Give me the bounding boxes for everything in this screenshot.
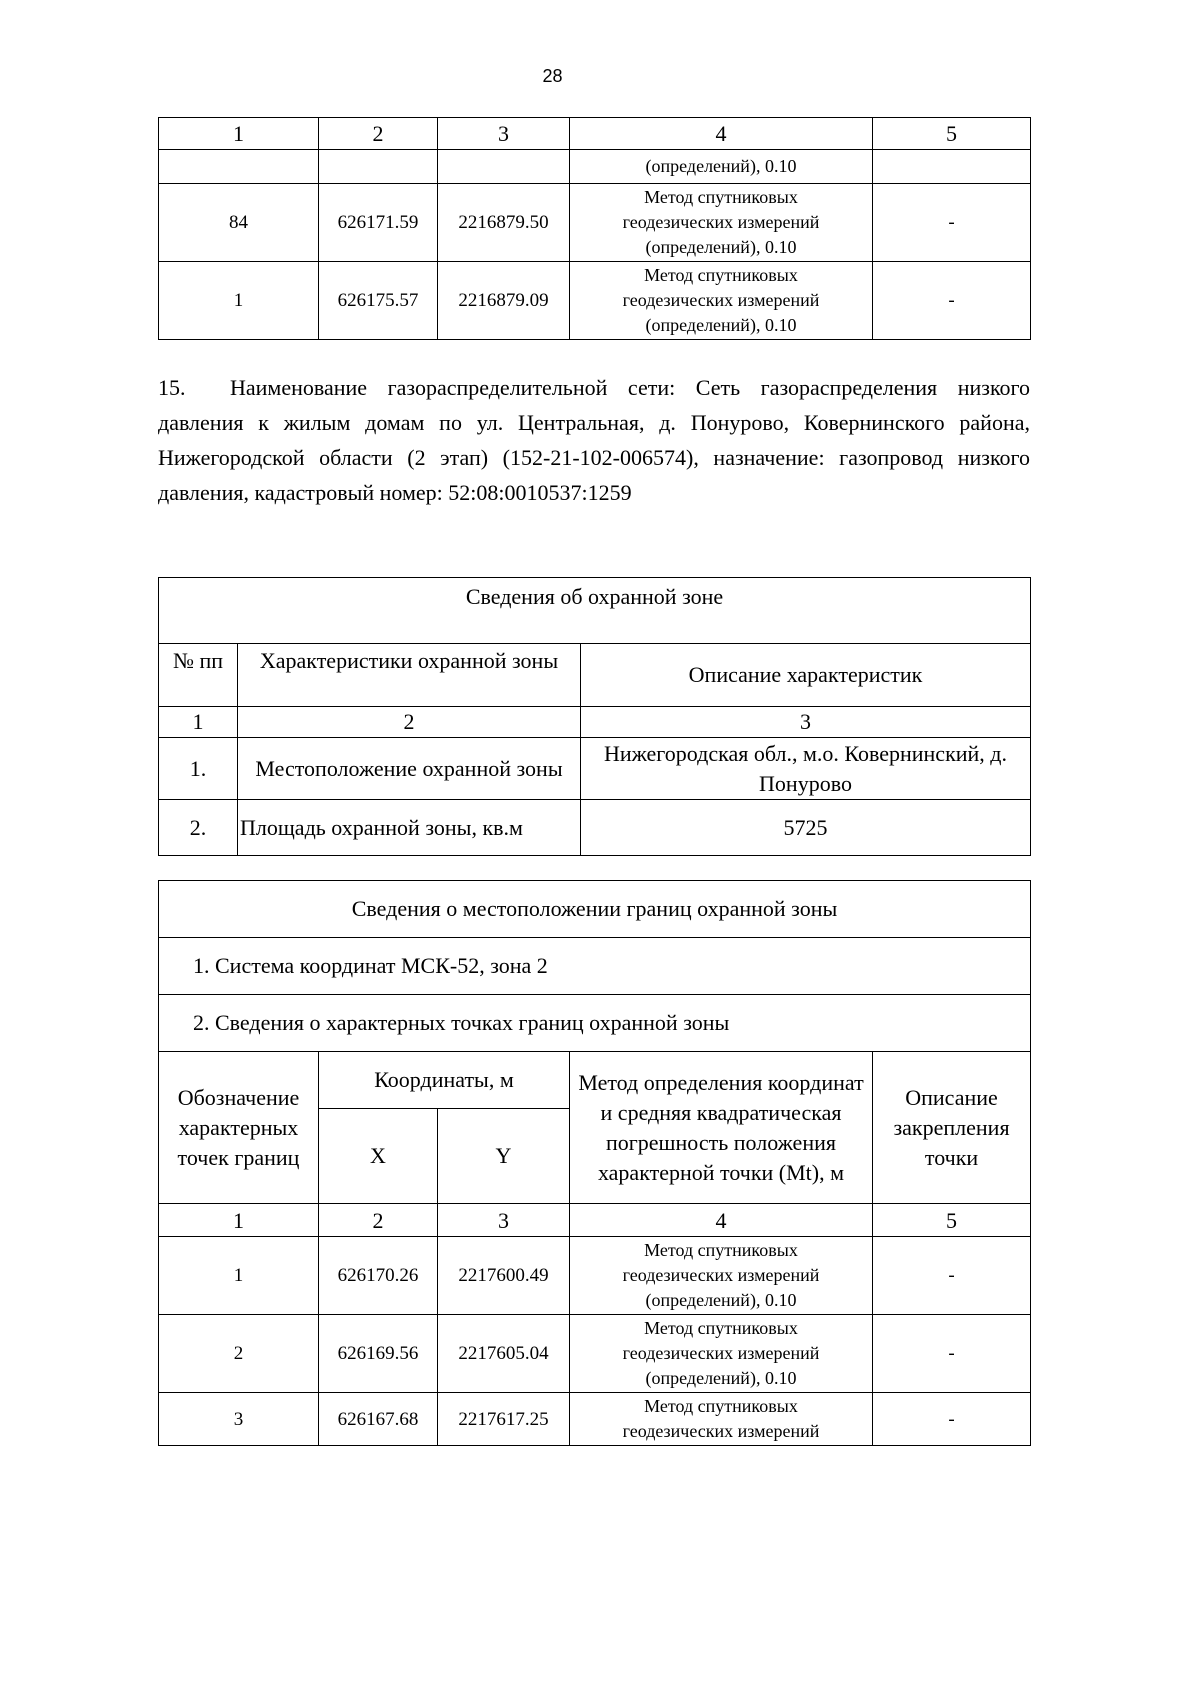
method-line: Метод спутниковых bbox=[644, 187, 798, 207]
col-number: 4 bbox=[570, 1204, 873, 1237]
column-numbers-row bbox=[159, 1204, 1031, 1237]
point-description: - bbox=[873, 1393, 1031, 1446]
table-row bbox=[159, 184, 1031, 262]
col-number: 3 bbox=[581, 707, 1031, 738]
y-header: Y bbox=[438, 1109, 570, 1204]
method-line: (определений), 0.10 bbox=[645, 315, 797, 335]
boundaries-header-table bbox=[158, 880, 1031, 1204]
y-coordinate: 2217600.49 bbox=[438, 1237, 570, 1315]
x-coordinate: 626175.57 bbox=[319, 262, 438, 340]
col-number: 4 bbox=[570, 118, 873, 150]
boundaries-title: Сведения о местоположении границ охранной зоны bbox=[159, 881, 1031, 938]
y-coordinate: 2216879.09 bbox=[438, 262, 570, 340]
method-cell bbox=[570, 1393, 873, 1446]
method-line: Метод спутниковых bbox=[644, 1240, 798, 1260]
table-row bbox=[159, 1237, 1031, 1315]
network-description-paragraph bbox=[158, 370, 1030, 510]
row-number: 1. bbox=[159, 738, 238, 800]
num-header: № пп bbox=[159, 644, 238, 707]
description-header: Описание характеристик bbox=[581, 644, 1031, 707]
coordinates-header: Координаты, м bbox=[319, 1052, 570, 1109]
boundary-points-table bbox=[158, 1203, 1031, 1446]
paragraph-number: 15. bbox=[158, 375, 186, 400]
method-line: Метод спутниковых bbox=[644, 1318, 798, 1338]
characteristic: Местоположение охранной зоны bbox=[238, 738, 581, 800]
zone-info-table bbox=[158, 577, 1031, 856]
method-cell bbox=[570, 184, 873, 262]
table-row bbox=[159, 150, 1031, 184]
coordinate-system: 1. Система координат МСК-52, зона 2 bbox=[159, 938, 1031, 995]
point-description: - bbox=[873, 1237, 1031, 1315]
method-cell bbox=[570, 262, 873, 340]
method-line: Метод спутниковых bbox=[644, 1396, 798, 1416]
method-cell bbox=[570, 1237, 873, 1315]
method-line: геодезических измерений bbox=[622, 1265, 820, 1285]
header-row bbox=[159, 1052, 1031, 1109]
point-description: - bbox=[873, 1315, 1031, 1393]
method-cell bbox=[570, 1315, 873, 1393]
point-id: 3 bbox=[159, 1393, 319, 1446]
column-numbers-row bbox=[159, 707, 1031, 738]
empty-cell bbox=[319, 150, 438, 184]
col-number: 1 bbox=[159, 707, 238, 738]
point-description: - bbox=[873, 184, 1031, 262]
col-number: 3 bbox=[438, 118, 570, 150]
empty-cell bbox=[873, 150, 1031, 184]
y-coordinate: 2217617.25 bbox=[438, 1393, 570, 1446]
table-row bbox=[159, 738, 1031, 800]
method-header: Метод определения координат и средняя квадратическая погрешность положения характерной точки (Mt), м bbox=[570, 1052, 873, 1204]
column-numbers-row bbox=[159, 118, 1031, 150]
continuation-text: (определений), 0.10 bbox=[570, 150, 873, 184]
method-line: геодезических измерений bbox=[622, 212, 820, 232]
col-number: 2 bbox=[238, 707, 581, 738]
row-number: 2. bbox=[159, 800, 238, 856]
characteristics-header: Характеристики охранной зоны bbox=[238, 644, 581, 707]
characteristic-value: 5725 bbox=[581, 800, 1031, 856]
table-row bbox=[159, 1315, 1031, 1393]
point-description: - bbox=[873, 262, 1031, 340]
point-id: 1 bbox=[159, 1237, 319, 1315]
coordinates-table-continued bbox=[158, 117, 1031, 340]
method-line: геодезических измерений bbox=[622, 290, 820, 310]
col-number: 5 bbox=[873, 118, 1031, 150]
method-line: Метод спутниковых bbox=[644, 265, 798, 285]
characteristic: Площадь охранной зоны, кв.м bbox=[238, 800, 581, 856]
method-line: геодезических измерений bbox=[622, 1343, 820, 1363]
point-id: 84 bbox=[159, 184, 319, 262]
col-number: 2 bbox=[319, 118, 438, 150]
paragraph-text: Наименование газораспределительной сети: Сеть газораспределения низкого давления к жилым домам по ул. Центральная, д. Понурово, Ковернинского района, Нижегородской области (2 этап) (152-21-102-006574), назначение: газопровод низкого давления, кадастровый номер: 52:08:0010537:1259 bbox=[158, 375, 1030, 505]
characteristic-value: Нижегородская обл., м.о. Ковернинский, д. Понурово bbox=[581, 738, 1031, 800]
x-coordinate: 626167.68 bbox=[319, 1393, 438, 1446]
header-row bbox=[159, 644, 1031, 707]
table-row bbox=[159, 1393, 1031, 1446]
description-header: Описание закрепления точки bbox=[873, 1052, 1031, 1204]
method-line: геодезических измерений bbox=[622, 1421, 820, 1441]
col-number: 3 bbox=[438, 1204, 570, 1237]
zone-info-title: Сведения об охранной зоне bbox=[159, 578, 1031, 644]
y-coordinate: 2217605.04 bbox=[438, 1315, 570, 1393]
method-line: (определений), 0.10 bbox=[645, 1368, 797, 1388]
y-coordinate: 2216879.50 bbox=[438, 184, 570, 262]
table-row bbox=[159, 262, 1031, 340]
empty-cell bbox=[159, 150, 319, 184]
designation-header: Обозначение характерных точек границ bbox=[159, 1052, 319, 1204]
page-number: 28 bbox=[542, 66, 563, 86]
method-line: (определений), 0.10 bbox=[645, 1290, 797, 1310]
x-coordinate: 626169.56 bbox=[319, 1315, 438, 1393]
x-header: X bbox=[319, 1109, 438, 1204]
point-id: 1 bbox=[159, 262, 319, 340]
empty-cell bbox=[438, 150, 570, 184]
col-number: 5 bbox=[873, 1204, 1031, 1237]
method-line: (определений), 0.10 bbox=[645, 237, 797, 257]
table-row bbox=[159, 800, 1031, 856]
x-coordinate: 626170.26 bbox=[319, 1237, 438, 1315]
point-id: 2 bbox=[159, 1315, 319, 1393]
x-coordinate: 626171.59 bbox=[319, 184, 438, 262]
col-number: 1 bbox=[159, 1204, 319, 1237]
col-number: 1 bbox=[159, 118, 319, 150]
points-title: 2. Сведения о характерных точках границ охранной зоны bbox=[159, 995, 1031, 1052]
col-number: 2 bbox=[319, 1204, 438, 1237]
